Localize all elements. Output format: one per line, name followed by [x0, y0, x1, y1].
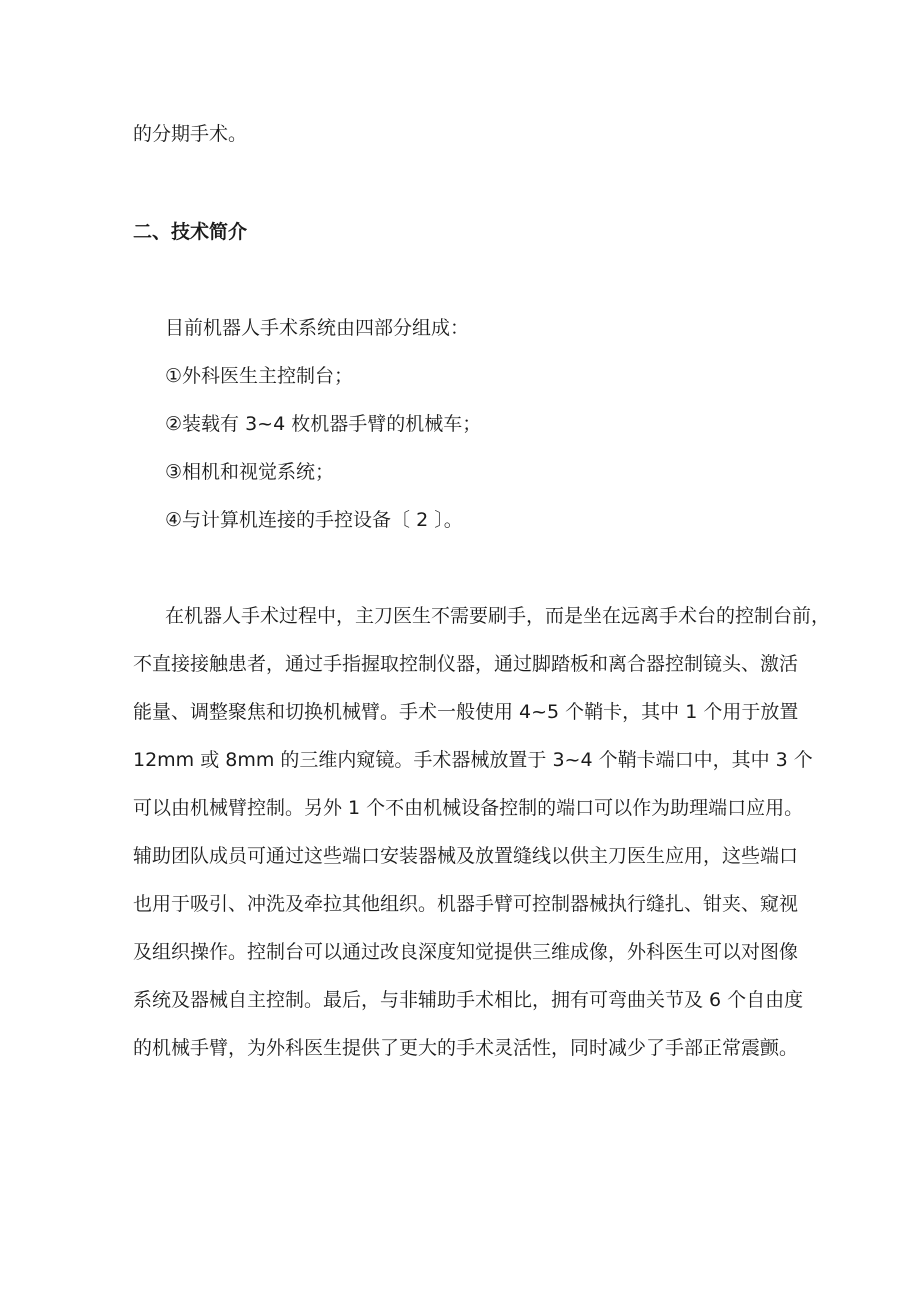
intro-lead: 目前机器人手术系统由四部分组成： — [165, 317, 470, 339]
carryover-text: 的分期手术。 — [133, 123, 248, 145]
paragraph-line: 及组织操作。控制台可以通过改良深度知觉提供三维成像，外科医生可以对图像 — [133, 941, 799, 963]
list-item: ①外科医生主控制台； — [165, 365, 354, 387]
paragraph-line: 也用于吸引、冲洗及牵拉其他组织。机器手臂可控制器械执行缝扎、钳夹、窥视 — [133, 893, 799, 915]
paragraph-line: 辅助团队成员可通过这些端口安装器械及放置缝线以供主刀医生应用，这些端口 — [133, 845, 799, 867]
paragraph-line: 能量、调整聚焦和切换机械臂。手术一般使用 4~5 个鞘卡，其中 1 个用于放置 — [133, 701, 799, 723]
paragraph-line: 不直接接触患者，通过手指握取控制仪器，通过脚踏板和离合器控制镜头、激活 — [133, 653, 799, 675]
list-item: ④与计算机连接的手控设备〔 2 〕。 — [165, 509, 463, 531]
paragraph-line: 12mm 或 8mm 的三维内窥镜。手术器械放置于 3~4 个鞘卡端口中，其中 3 个 — [133, 749, 813, 771]
paragraph-line: 可以由机械臂控制。另外 1 个不由机械设备控制的端口可以作为助理端口应用。 — [133, 797, 804, 819]
list-item: ②装载有 3~4 枚机器手臂的机械车； — [165, 413, 482, 435]
section-heading: 二、技术简介 — [133, 221, 248, 243]
paragraph-line: 系统及器械自主控制。最后，与非辅助手术相比，拥有可弯曲关节及 6 个自由度 — [133, 989, 804, 1011]
paragraph-line: 的机械手臂，为外科医生提供了更大的手术灵活性，同时减少了手部正常震颤。 — [133, 1037, 799, 1059]
paragraph-line: 在机器人手术过程中，主刀医生不需要刷手，而是坐在远离手术台的控制台前， — [165, 605, 831, 627]
list-item: ③相机和视觉系统； — [165, 461, 335, 483]
